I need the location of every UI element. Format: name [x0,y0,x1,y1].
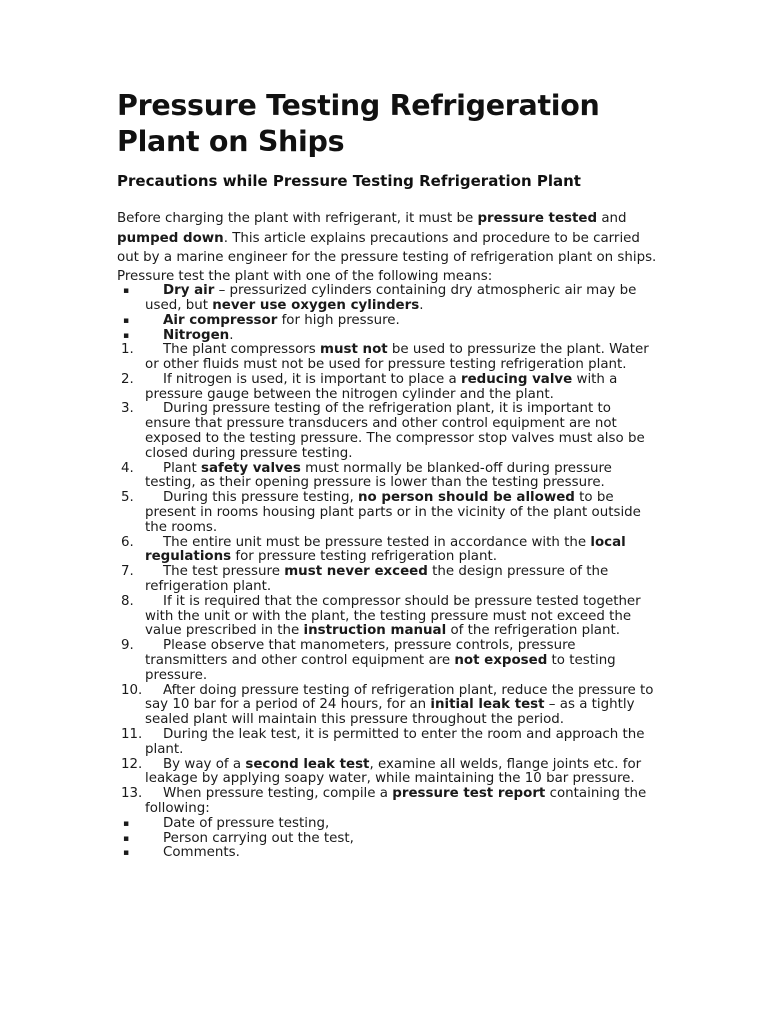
item-number: 2. [121,371,134,387]
bullet-item [117,817,657,832]
numbered-item [117,536,657,566]
bullet-marker: ▪ [123,818,130,829]
item-emphasis: pressure test report [392,786,546,802]
item-text [145,343,657,373]
item-emphasis: must never exceed [284,564,428,580]
item-text-run: By way of a [163,756,246,772]
item-text [145,758,657,788]
bullet-item [117,314,657,329]
bullet-marker: ▪ [123,315,130,326]
numbered-item [117,684,657,728]
item-emphasis: Nitrogen [163,327,230,343]
item-text-run: for pressure testing refrigeration plant. [231,549,497,565]
intro-emphasis-pumped-down: pumped down [117,230,224,246]
item-text [145,639,657,683]
item-emphasis: initial leak test [430,697,545,713]
item-emphasis: safety valves [201,460,301,476]
item-text-run: If it is required that the compressor should be pressure tested together with the unit or with the plant, the testing pressure must not exceed the value prescribed in the [145,593,641,639]
item-emphasis: reducing valve [460,371,573,387]
item-text-run: containing the following: [145,786,647,816]
item-number: 7. [121,564,134,580]
item-text [145,402,657,461]
bullet-item [117,846,657,861]
numbered-item [117,787,657,817]
numbered-item [117,595,657,639]
numbered-item [117,491,657,535]
item-text-run: The entire unit must be pressure tested in accordance with the [163,534,591,550]
item-text-run: Comments. [163,845,240,861]
item-text-run: , examine all welds, flange joints etc. for leakage by applying soapy water, while maintaining the 10 bar pressure. [145,756,642,787]
numbered-item [117,639,657,683]
item-text-run: . [419,297,424,313]
item-number: 9. [121,638,134,654]
bullet-item [117,832,657,847]
document-page [117,88,657,861]
item-number: 4. [121,460,134,476]
intro-text-3: . This article explains precautions and procedure to be carried out by a marine engineer for the pressure testing of refrigeration plant on ships. [117,230,657,266]
numbered-item [117,728,657,758]
section-heading: Precautions while Pressure Testing Refrigeration Plant [117,172,581,190]
item-emphasis: must not [320,342,388,358]
item-text-run: with a pressure gauge between the nitrogen cylinder and the plant. [145,371,618,402]
item-text-run: During this pressure testing, [163,490,358,506]
item-text [145,329,657,344]
item-emphasis: never use oxygen cylinders [212,297,420,313]
item-text-run: for high pressure. [277,312,400,328]
intro-text-1: Before charging the plant with refrigerant, it must be [117,211,478,226]
intro-emphasis-pressure-tested: pressure tested [477,211,598,226]
numbered-item [117,402,657,461]
item-text [145,462,657,492]
bullet-marker: ▪ [123,833,130,844]
item-number: 10. [121,682,143,698]
item-text [145,728,657,758]
item-text-run: After doing pressure testing of refrigeration plant, reduce the pressure to say 10 bar for a period of 24 hours, for an [145,682,654,713]
item-text-run: Plant [163,460,201,476]
item-emphasis: not exposed [454,653,548,669]
item-text [145,565,657,595]
bullet-marker: ▪ [123,848,130,859]
item-text-run: Please observe that manometers, pressure controls, pressure transmitters and other control equipment are [145,638,576,669]
numbered-item [117,462,657,492]
bullet-marker: ▪ [123,286,130,297]
item-emphasis: second leak test [245,756,370,772]
item-text-run: must normally be blanked-off during pressure testing, as their opening pressure is lower than the testing pressure. [145,460,612,491]
item-text [145,595,657,639]
item-number: 8. [121,593,134,609]
numbered-item [117,343,657,373]
numbered-item [117,565,657,595]
bullet-item [117,284,657,314]
intro-text-2: and [597,211,627,226]
item-number: 3. [121,401,134,417]
item-text [145,787,657,817]
item-text-run: the design pressure of the refrigeration plant. [145,564,609,595]
item-text [145,684,657,728]
item-text-run: If nitrogen is used, it is important to place a [163,371,461,387]
item-emphasis: no person should be allowed [358,490,575,506]
precautions-list [117,284,657,861]
item-text [145,284,657,314]
intro-paragraph [117,209,657,268]
item-text-run: to testing pressure. [145,653,616,683]
item-text [145,832,657,847]
page-title: Pressure Testing Refrigeration Plant on Ships [117,89,600,158]
item-text-run: Person carrying out the test, [163,830,354,846]
item-text-run: of the refrigeration plant. [446,623,621,639]
numbered-item [117,758,657,788]
item-text-run: – pressurized cylinders containing dry atmospheric air may be used, but [145,283,637,313]
numbered-item [117,373,657,403]
item-text-run: Date of pressure testing, [163,815,330,831]
item-text [145,314,657,329]
item-text-run: During the leak test, it is permitted to enter the room and approach the plant. [145,727,645,757]
item-text-run: The test pressure [163,564,285,580]
item-text-run: During pressure testing of the refrigeration plant, it is important to ensure that pressure transducers and other control equipment are not exposed to the testing pressure. The compressor stop valves must also be closed during pressure testing. [145,401,645,461]
item-number: 11. [121,727,143,743]
item-number: 1. [121,342,134,358]
item-number: 12. [121,756,143,772]
item-emphasis: Dry air [163,283,215,299]
item-number: 6. [121,534,134,550]
item-text [145,373,657,403]
item-text [145,817,657,832]
item-text [145,491,657,535]
bullet-item [117,329,657,344]
item-text [145,536,657,566]
item-text-run: – as a tightly sealed plant will maintain this pressure throughout the period. [145,697,635,728]
item-text-run: When pressure testing, compile a [163,786,393,802]
item-emphasis: instruction manual [303,623,447,639]
item-emphasis: Air compressor [163,312,278,328]
bullet-marker: ▪ [123,330,130,341]
item-text-run: to be present in rooms housing plant parts or in the vicinity of the plant outside the rooms. [145,490,641,535]
item-text-run: The plant compressors [163,342,321,358]
item-text [145,846,657,861]
item-text-run: be used to pressurize the plant. Water or other fluids must not be used for pressure testing refrigeration plant. [145,342,649,373]
item-number: 5. [121,490,134,506]
item-emphasis: local regulations [145,534,626,565]
item-number: 13. [121,786,143,802]
item-text-run: . [229,327,234,343]
list-lead-in: Pressure test the plant with one of the following means: [117,269,493,285]
